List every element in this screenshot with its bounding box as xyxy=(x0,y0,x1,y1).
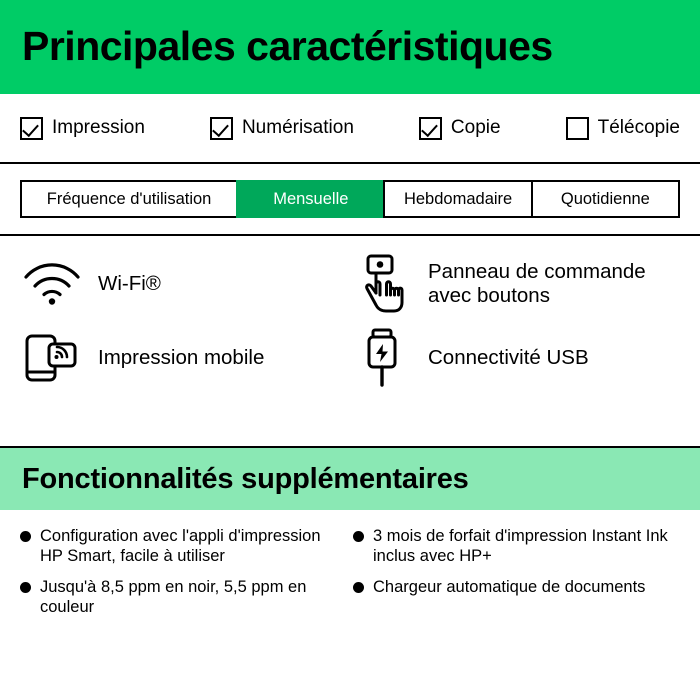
function-checkbox-row xyxy=(0,94,700,164)
control-panel-hand-icon xyxy=(350,252,414,316)
list-item-label: Configuration avec l'appli d'impression HP Smart, facile à utiliser xyxy=(40,527,321,566)
feature-label: Wi-Fi® xyxy=(98,271,161,295)
checkbox-item-telecopie[interactable] xyxy=(566,117,680,140)
list-item-label: Chargeur automatique de documents xyxy=(373,577,646,596)
checkbox-unchecked-icon[interactable] xyxy=(566,117,589,140)
mobile-print-icon xyxy=(20,326,84,390)
feature-mobile-print xyxy=(20,326,350,390)
frequency-option-hebdomadaire[interactable]: Hebdomadaire xyxy=(383,180,530,218)
feature-control-panel xyxy=(350,252,680,316)
feature-usb xyxy=(350,326,680,390)
list-item-label: 3 mois de forfait d'impression Instant Ink inclus avec HP+ xyxy=(373,527,668,566)
frequency-section xyxy=(0,164,700,236)
additional-features-band xyxy=(0,448,700,510)
checkbox-item-impression[interactable] xyxy=(20,117,145,140)
frequency-option-mensuelle[interactable]: Mensuelle xyxy=(236,180,383,218)
list-item xyxy=(353,577,680,618)
checkbox-label: Numérisation xyxy=(241,117,354,138)
list-item xyxy=(353,526,680,567)
list-item xyxy=(20,526,347,567)
checkbox-item-numerisation[interactable] xyxy=(210,117,354,140)
checkbox-item-copie[interactable] xyxy=(419,117,501,140)
list-item xyxy=(20,577,347,618)
additional-features-list xyxy=(0,510,700,700)
header-band xyxy=(0,0,700,94)
additional-features-title: Fonctionnalités supplémentaires xyxy=(22,462,469,495)
checkbox-checked-icon[interactable] xyxy=(20,117,43,140)
checkbox-checked-icon[interactable] xyxy=(210,117,233,140)
feature-grid xyxy=(0,236,700,448)
wifi-icon xyxy=(20,252,84,316)
feature-label: Connectivité USB xyxy=(428,345,589,369)
frequency-row xyxy=(20,180,680,218)
checkbox-checked-icon[interactable] xyxy=(419,117,442,140)
page-title: Principales caractéristiques xyxy=(22,23,553,70)
bullet-dot-icon xyxy=(20,531,31,542)
frequency-option-quotidienne[interactable]: Quotidienne xyxy=(531,180,680,218)
frequency-label: Fréquence d'utilisation xyxy=(20,180,236,218)
usb-cable-icon xyxy=(350,326,414,390)
feature-label: Impression mobile xyxy=(98,345,265,369)
checkbox-label: Télécopie xyxy=(597,117,680,138)
feature-label: Panneau de commande avec boutons xyxy=(428,259,646,307)
bullet-dot-icon xyxy=(20,582,31,593)
bullet-dot-icon xyxy=(353,531,364,542)
checkbox-label: Copie xyxy=(450,117,501,138)
bullet-dot-icon xyxy=(353,582,364,593)
list-item-label: Jusqu'à 8,5 ppm en noir, 5,5 ppm en couleur xyxy=(40,577,307,616)
feature-wifi xyxy=(20,252,350,316)
checkbox-label: Impression xyxy=(52,117,145,138)
